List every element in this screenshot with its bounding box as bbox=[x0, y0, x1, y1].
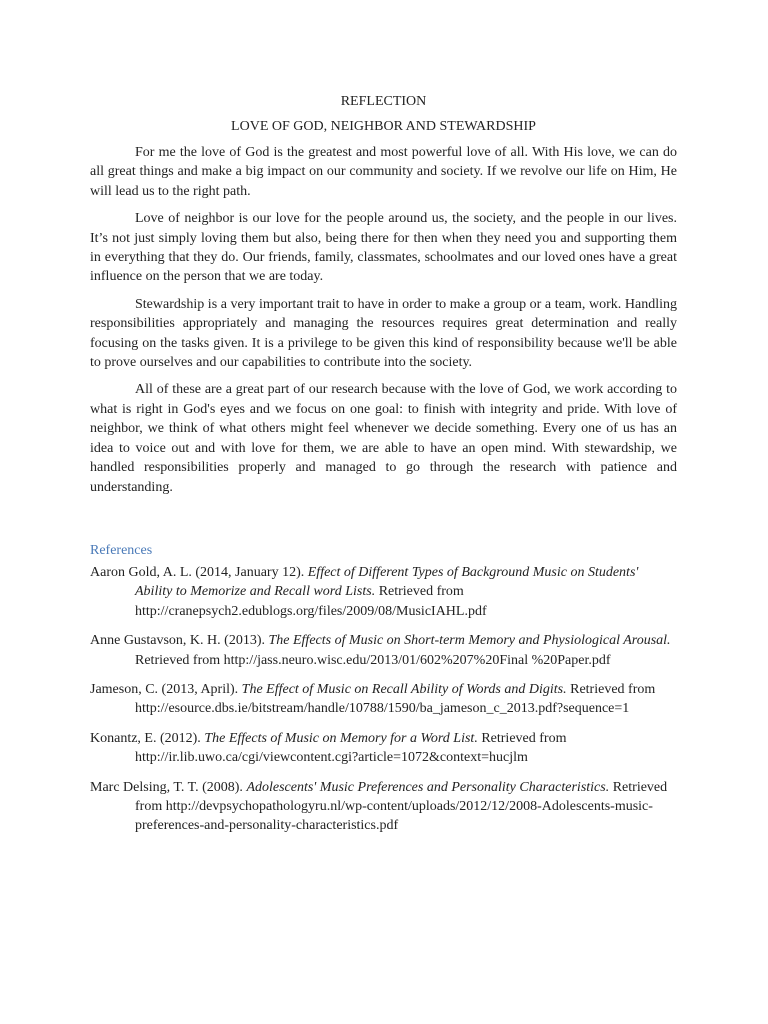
reference-retrieved: Retrieved from http://cranepsych2.edublogs.org/files/2009/08/MusicIAHL.pdf bbox=[135, 584, 487, 619]
reference-title: The Effects of Music on Memory for a Word List. bbox=[204, 730, 478, 746]
reference-entry bbox=[90, 680, 677, 719]
document-subtitle: LOVE OF GOD, NEIGHBOR AND STEWARDSHIP bbox=[231, 119, 536, 134]
reference-title: The Effect of Music on Recall Ability of Words and Digits. bbox=[241, 681, 567, 697]
reference-author: Marc Delsing, T. T. (2008). bbox=[90, 779, 247, 795]
reference-entry bbox=[90, 729, 677, 768]
reference-title: Adolescents' Music Preferences and Personality Characteristics. bbox=[246, 779, 610, 795]
reference-retrieved: Retrieved from http://ir.lib.uwo.ca/cgi/viewcontent.cgi?article=1072&context=hucjlm bbox=[135, 730, 567, 766]
reference-author: Jameson, C. (2013, April). bbox=[90, 681, 242, 697]
reference-retrieved: Retrieved from http://esource.dbs.ie/bitstream/handle/10788/1590/ba_jameson_c_2013.pdf?sequence=1 bbox=[135, 681, 656, 717]
document-page bbox=[90, 92, 677, 846]
paragraph-love-of-neighbor: Love of neighbor is our love for the people around us, the society, and the people in our lives. It’s not just simply loving them but also, being there for then when they need you and supporting them in everything that they do. Our friends, family, classmates, schoolmates and our loved ones have a great influence on the person that we are today. bbox=[90, 211, 677, 285]
paragraph-stewardship: Stewardship is a very important trait to have in order to make a group or a team, work. Handling responsibilities appropriately and managing the resources requires great determination and really focusing on the tasks given. It is a privilege to be given this kind of responsibility because we'll be able to prove ourselves and our capabilities to contribute into the society. bbox=[90, 296, 677, 371]
paragraph-love-of-god: For me the love of God is the greatest and most powerful love of all. With His love, we can do all great things and make a big impact on our community and society. If we revolve our life on Him, He will lead us to the right path. bbox=[90, 145, 677, 199]
document-title: REFLECTION bbox=[340, 94, 427, 109]
reference-title: Effect of Different Types of Background Music on Students' Ability to Memorize and Recall word Lists. bbox=[135, 564, 639, 600]
reference-entry bbox=[90, 778, 677, 836]
reference-author: Aaron Gold, A. L. (2014, January 12). bbox=[90, 564, 308, 580]
reference-title: The Effects of Music on Short-term Memory and Physiological Arousal. bbox=[268, 633, 671, 649]
reference-retrieved: Retrieved from http://jass.neuro.wisc.edu/2013/01/602%207%20Final %20Paper.pdf bbox=[135, 652, 611, 668]
reference-entry bbox=[90, 631, 677, 670]
reference-author: Konantz, E. (2012). bbox=[90, 730, 205, 746]
references-heading: References bbox=[90, 542, 153, 558]
reference-author: Anne Gustavson, K. H. (2013). bbox=[90, 633, 269, 649]
reference-entry bbox=[90, 563, 677, 621]
paragraph-conclusion: All of these are a great part of our research because with the love of God, we work according to what is right in God's eyes and we focus on one goal: to finish with integrity and pride. With love of neighbor, we think of what others might feel whenever we decide something. Every one of us has an idea to voice out and with love for them, we are able to have an open mind. With stewardship, we handled responsibilities properly and managed to go through the research with patience and understanding. bbox=[90, 382, 677, 495]
reference-retrieved: Retrieved from http://devpsychopathologyru.nl/wp-content/uploads/2012/12/2008-Adolescents-music-preferences-and-personality-characteristics.pdf bbox=[135, 779, 668, 834]
